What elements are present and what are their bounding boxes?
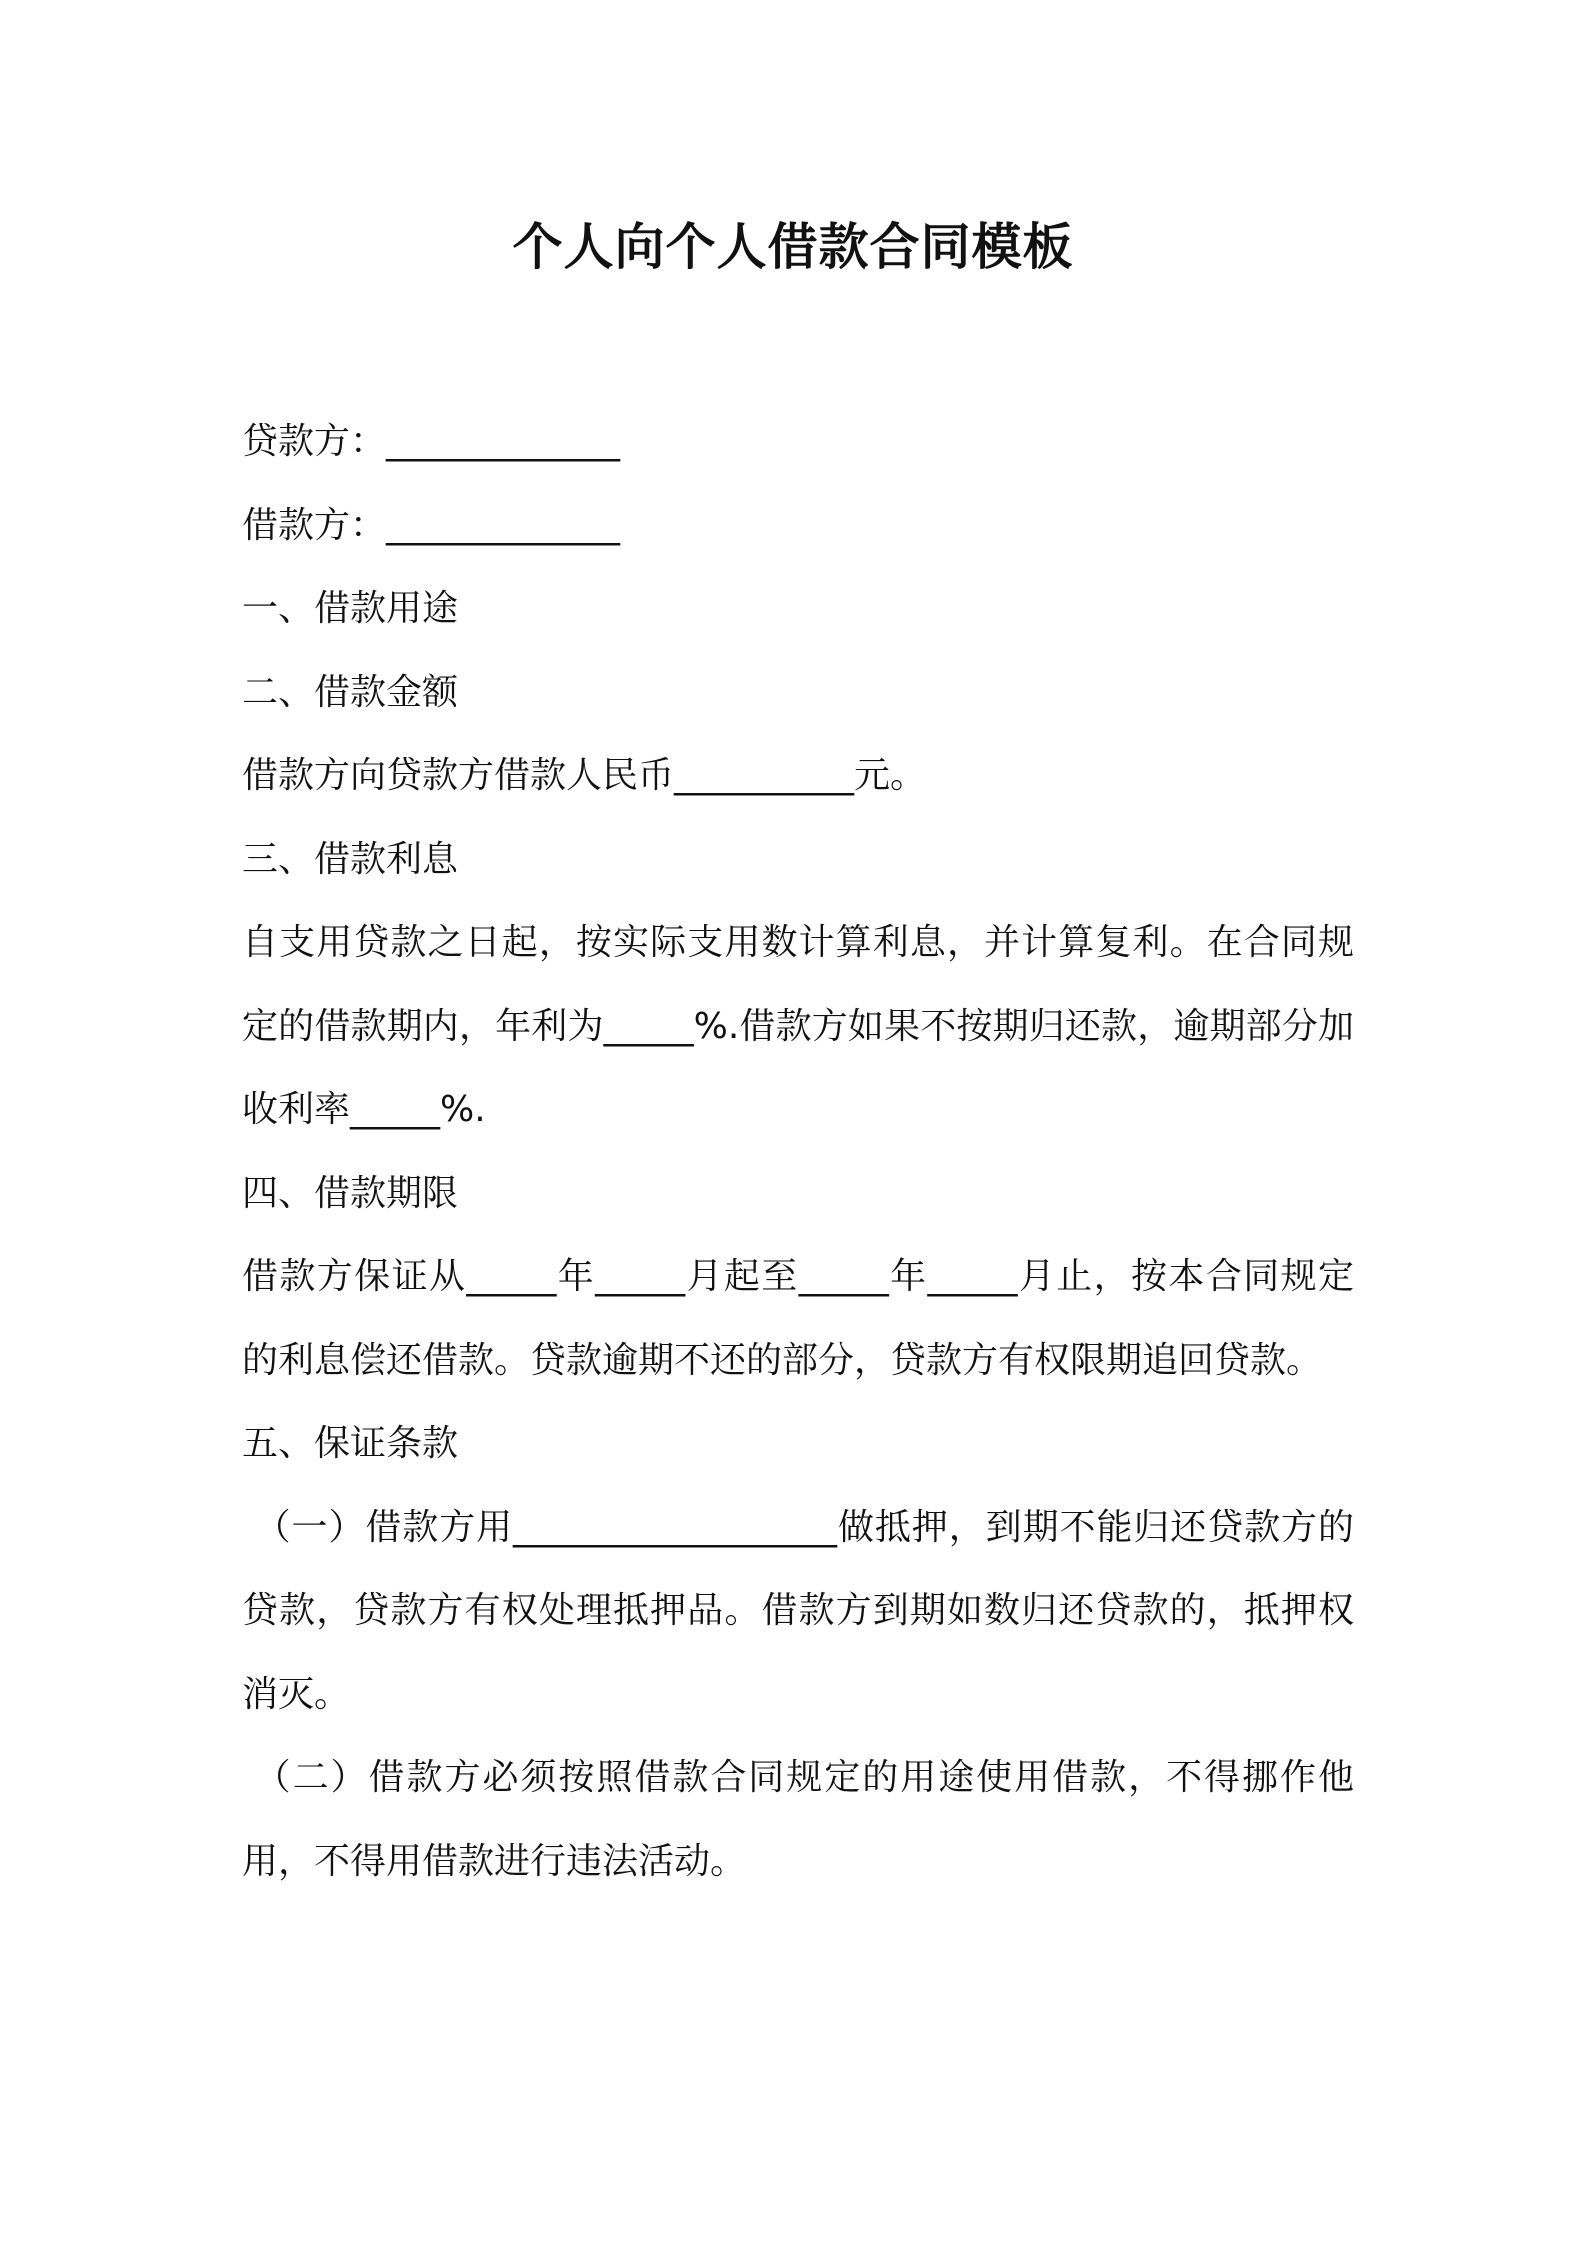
document-title: 个人向个人借款合同模板 — [512, 218, 1074, 276]
section-heading-guarantee: 五、保证条款 — [242, 1423, 459, 1464]
amount-paragraph: 借款方向贷款方借款人民币__________元。 — [242, 755, 927, 796]
guarantee-item-2: （二）借款方必须按照借款合同规定的用途使用借款，不得挪作他用，不得用借款进行违法活动。 — [242, 1757, 1354, 1882]
section-heading-purpose: 一、借款用途 — [242, 588, 459, 629]
lender-line: 贷款方：_____________ — [242, 421, 621, 462]
term-paragraph: 借款方保证从_____年_____月起至_____年_____月止，按本合同规定的利息偿还借款。贷款逾期不还的部分，贷款方有权限期追回贷款。 — [242, 1256, 1354, 1381]
section-heading-term: 四、借款期限 — [242, 1172, 459, 1214]
section-heading-interest: 三、借款利息 — [242, 838, 459, 880]
guarantee-item-1: （一）借款方用__________________做抵押，到期不能归还贷款方的贷款，贷款方有权处理抵押品。借款方到期如数归还贷款的，抵押权消灭。 — [242, 1506, 1354, 1715]
section-heading-amount: 二、借款金额 — [242, 671, 459, 713]
document-body — [242, 400, 1354, 1903]
interest-paragraph: 自支用贷款之日起，按实际支用数计算利息，并计算复利。在合同规定的借款期内，年利为_____%.借款方如果不按期归还款，逾期部分加收利率_____%. — [242, 922, 1354, 1130]
borrower-line: 借款方：_____________ — [242, 504, 621, 546]
